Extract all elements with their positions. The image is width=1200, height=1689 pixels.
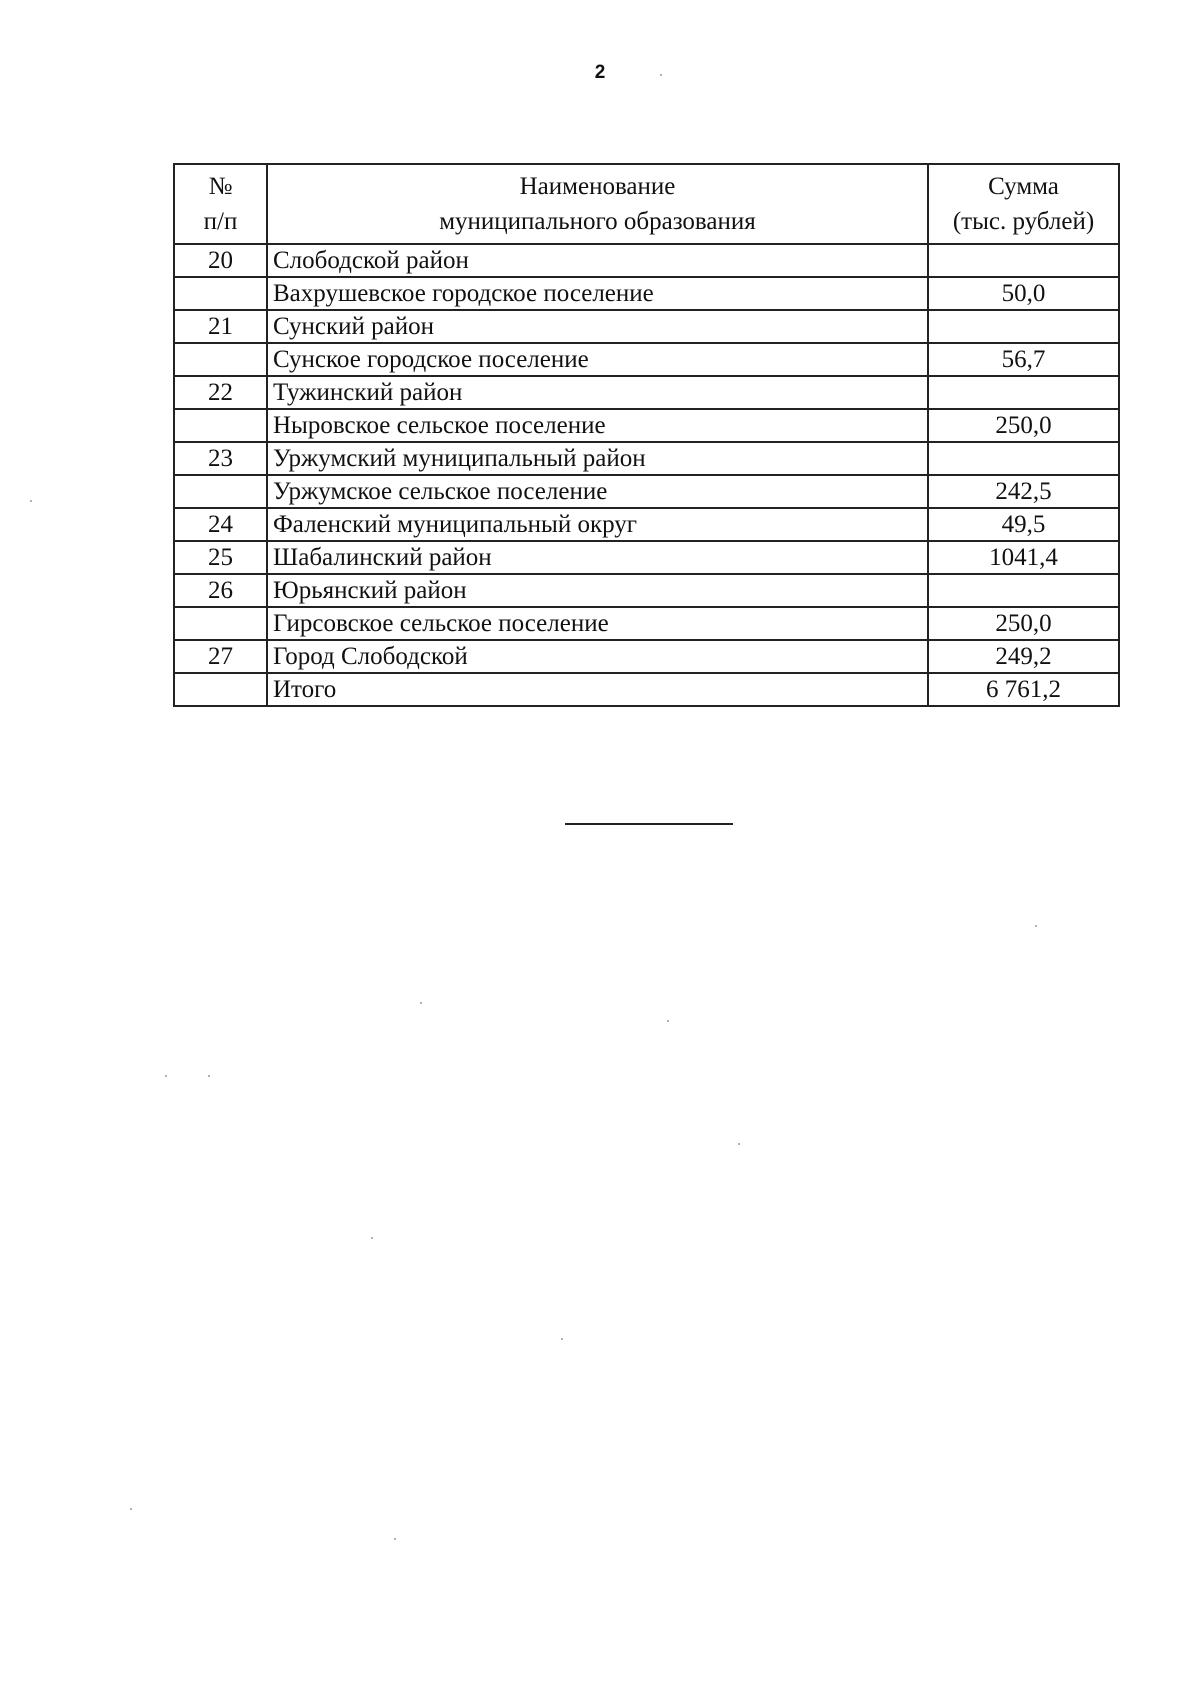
table-row	[174, 277, 1119, 310]
row-sum	[928, 442, 1119, 475]
table-row	[174, 244, 1119, 277]
table-row	[174, 409, 1119, 442]
scan-speck	[667, 1020, 669, 1022]
total-label: Итого	[267, 673, 928, 706]
row-number: 22	[174, 376, 267, 409]
row-sum: 56,7	[928, 343, 1119, 376]
header-name-line2: муниципального образования	[439, 208, 756, 235]
row-name: Город Слободской	[267, 640, 928, 673]
row-number: 27	[174, 640, 267, 673]
scan-speck	[130, 1508, 132, 1510]
row-sum: 250,0	[928, 607, 1119, 640]
scan-speck	[208, 1075, 210, 1077]
scan-speck	[660, 74, 662, 76]
table-row	[174, 574, 1119, 607]
row-number	[174, 409, 267, 442]
row-sum: 250,0	[928, 409, 1119, 442]
scan-speck	[165, 1075, 167, 1077]
closing-separator-line	[565, 823, 733, 825]
table-row	[174, 541, 1119, 574]
header-sum-line2: (тыс. рублей)	[952, 208, 1095, 235]
allocation-table	[173, 163, 1120, 707]
row-sum: 1041,4	[928, 541, 1119, 574]
header-name	[267, 164, 928, 244]
row-name: Шабалинский район	[267, 541, 928, 574]
row-number	[174, 277, 267, 310]
scan-speck	[1035, 925, 1037, 927]
header-number	[174, 164, 267, 244]
row-number: 21	[174, 310, 267, 343]
total-number	[174, 673, 267, 706]
row-name: Слободской район	[267, 244, 928, 277]
row-name: Уржумский муниципальный район	[267, 442, 928, 475]
row-sum	[928, 376, 1119, 409]
page-number: 2	[594, 62, 606, 83]
header-number-line1: №	[208, 173, 233, 200]
table-row	[174, 343, 1119, 376]
row-sum: 242,5	[928, 475, 1119, 508]
header-number-line2: п/п	[203, 208, 238, 235]
row-number: 25	[174, 541, 267, 574]
row-number: 24	[174, 508, 267, 541]
header-name-line1: Наименование	[519, 173, 676, 200]
row-name: Ныровское сельское поселение	[267, 409, 928, 442]
header-sum	[928, 164, 1119, 244]
row-sum: 249,2	[928, 640, 1119, 673]
row-sum: 50,0	[928, 277, 1119, 310]
row-sum	[928, 244, 1119, 277]
table-row	[174, 508, 1119, 541]
scan-speck	[561, 1338, 563, 1340]
row-number: 20	[174, 244, 267, 277]
scan-speck	[371, 1237, 373, 1239]
row-sum	[928, 574, 1119, 607]
row-sum	[928, 310, 1119, 343]
table-row	[174, 607, 1119, 640]
row-name: Сунский район	[267, 310, 928, 343]
row-number	[174, 343, 267, 376]
table-row	[174, 475, 1119, 508]
row-number: 26	[174, 574, 267, 607]
table-row	[174, 442, 1119, 475]
table-row	[174, 310, 1119, 343]
scan-speck	[738, 1143, 740, 1145]
row-sum: 49,5	[928, 508, 1119, 541]
scan-speck	[30, 500, 32, 502]
row-number	[174, 607, 267, 640]
scan-speck	[394, 1538, 396, 1540]
row-number: 23	[174, 442, 267, 475]
row-name: Гирсовское сельское поселение	[267, 607, 928, 640]
scan-speck	[420, 1002, 422, 1004]
table-header-row	[174, 164, 1119, 244]
row-name: Уржумское сельское поселение	[267, 475, 928, 508]
total-row	[174, 673, 1119, 706]
total-sum: 6 761,2	[928, 673, 1119, 706]
row-name: Юрьянский район	[267, 574, 928, 607]
row-name: Сунское городское поселение	[267, 343, 928, 376]
table-row	[174, 640, 1119, 673]
row-number	[174, 475, 267, 508]
header-sum-line1: Сумма	[988, 173, 1059, 200]
row-name: Фаленский муниципальный округ	[267, 508, 928, 541]
table-row	[174, 376, 1119, 409]
row-name: Вахрушевское городское поселение	[267, 277, 928, 310]
row-name: Тужинский район	[267, 376, 928, 409]
